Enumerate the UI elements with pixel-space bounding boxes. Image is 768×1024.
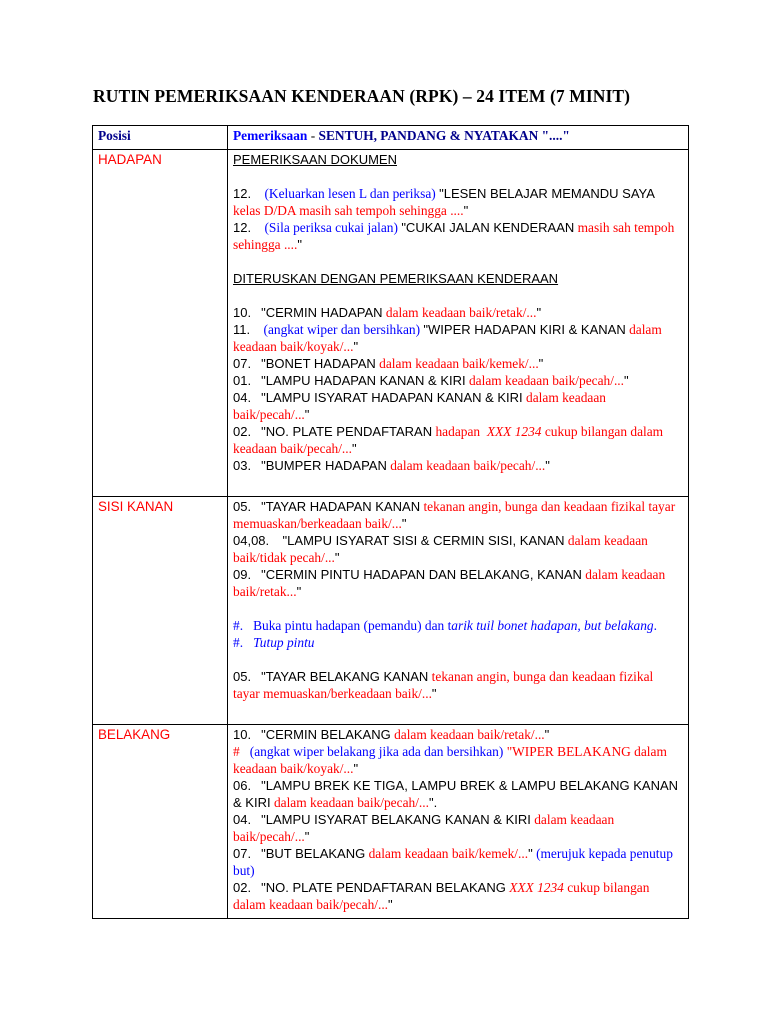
inspection-table: [92, 125, 689, 919]
list-item: # (angkat wiper belakang jika ada dan bersihkan) "WIPER BELAKANG dalam keadaan baik/koyak/...": [233, 744, 667, 776]
section-label-sisi-kanan: SISI KANAN: [93, 497, 228, 725]
list-item: 06. "LAMPU BREK KE TIGA, LAMPU BREK & LAMPU BELAKANG KANAN & KIRI dalam keadaan baik/pecah/...".: [233, 778, 679, 810]
section-label-hadapan: HADAPAN: [93, 150, 228, 497]
subheading-documents: PEMERIKSAAN DOKUMEN: [233, 152, 397, 167]
list-item: 10. "CERMIN BELAKANG dalam keadaan baik/retak/...": [233, 727, 550, 742]
document-title: RUTIN PEMERIKSAAN KENDERAAN (RPK) – 24 ITEM (7 MINIT): [93, 86, 631, 106]
section-content-sisi-kanan: [228, 497, 689, 725]
list-item: 09. "CERMIN PINTU HADAPAN DAN BELAKANG, KANAN dalam keadaan baik/retak...": [233, 567, 666, 599]
list-item: 01. "LAMPU HADAPAN KANAN & KIRI dalam keadaan baik/pecah/...": [233, 373, 629, 388]
section-row-belakang: [93, 725, 689, 919]
section-row-sisi-kanan: [93, 497, 689, 725]
list-item: 05. "TAYAR HADAPAN KANAN tekanan angin, bunga dan keadaan fizikal tayar memuaskan/berkeadaan baik/...": [233, 499, 676, 531]
list-item: 07. "BONET HADAPAN dalam keadaan baik/kemek/...": [233, 356, 544, 371]
section-content-hadapan: [228, 150, 689, 497]
list-item: 02. "NO. PLATE PENDAFTARAN hadapan XXX 1234 cukup bilangan dalam keadaan baik/pecah/...": [233, 424, 664, 456]
list-item: 03. "BUMPER HADAPAN dalam keadaan baik/pecah/...": [233, 458, 550, 473]
list-item: 11. (angkat wiper dan bersihkan) "WIPER HADAPAN KIRI & KANAN dalam keadaan baik/koyak/...": [233, 322, 662, 354]
subheading-vehicle: DITERUSKAN DENGAN PEMERIKSAAN KENDERAAN: [233, 271, 559, 286]
list-item: 05. "TAYAR BELAKANG KANAN tekanan angin, bunga dan keadaan fizikal tayar memuaskan/berkeadaan baik/...": [233, 669, 654, 701]
list-item: 02. "NO. PLATE PENDAFTARAN BELAKANG XXX 1234 cukup bilangan dalam keadaan baik/pecah/...": [233, 880, 650, 912]
section-row-hadapan: [93, 150, 689, 497]
list-item: 04,08. "LAMPU ISYARAT SISI & CERMIN SISI, KANAN dalam keadaan baik/tidak pecah/...": [233, 533, 648, 565]
header-posisi: Posisi: [93, 126, 228, 150]
list-item: 10. "CERMIN HADAPAN dalam keadaan baik/retak/...": [233, 305, 542, 320]
list-item: 04. "LAMPU ISYARAT HADAPAN KANAN & KIRI dalam keadaan baik/pecah/...": [233, 390, 606, 422]
list-item: 12. (Keluarkan lesen L dan periksa) "LESEN BELAJAR MEMANDU SAYA kelas D/DA masih sah tempoh sehingga ....": [233, 186, 655, 218]
header-pemeriksaan: Pemeriksaan - SENTUH, PANDANG & NYATAKAN "....": [228, 126, 689, 150]
note-item: #. Buka pintu hadapan (pemandu) dan tarik tuil bonet hadapan, but belakang.: [233, 618, 657, 633]
list-item: 04. "LAMPU ISYARAT BELAKANG KANAN & KIRI dalam keadaan baik/pecah/...": [233, 812, 615, 844]
section-label-belakang: BELAKANG: [93, 725, 228, 919]
list-item: 07. "BUT BELAKANG dalam keadaan baik/kemek/..." (merujuk kepada penutup but): [233, 846, 673, 878]
section-content-belakang: [228, 725, 689, 919]
list-item: 12. (Sila periksa cukai jalan) "CUKAI JALAN KENDERAAN masih sah tempoh sehingga ....": [233, 220, 675, 252]
note-item: #. Tutup pintu: [233, 635, 315, 650]
table-header-row: [93, 126, 689, 150]
